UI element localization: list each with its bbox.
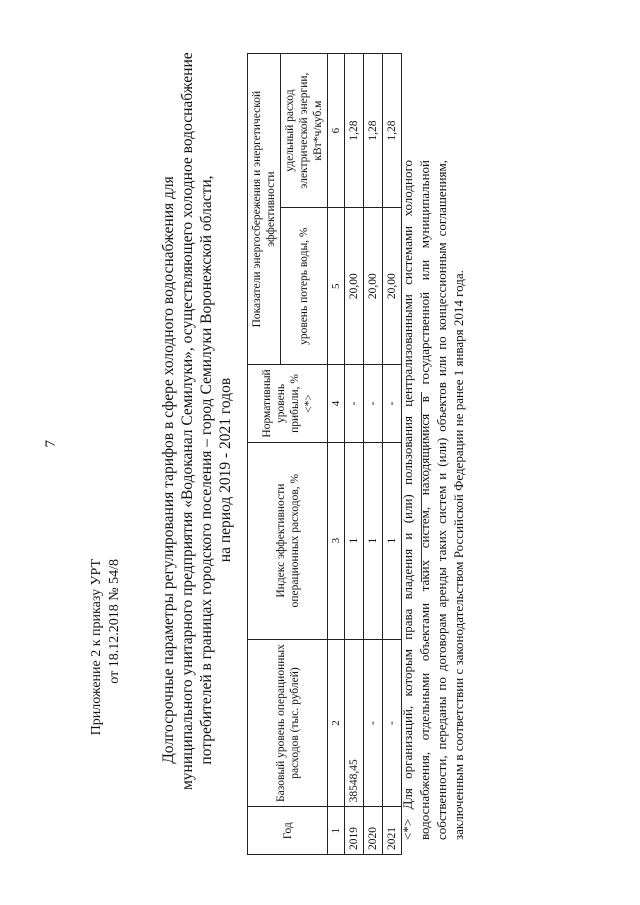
cell-year: 2020: [364, 807, 383, 855]
cell-water-losses: 20,00: [345, 208, 364, 365]
cell-efficiency-index: 1: [345, 442, 364, 639]
table-row: [345, 54, 364, 855]
table-row: [364, 54, 383, 855]
cell-year: 2021: [383, 807, 402, 855]
title-line-1: Долгосрочные параметры регулирования тарифов в сфере холодного водоснабжения для: [160, 176, 177, 764]
column-number: 4: [328, 365, 345, 442]
title-line-3: потребителей в границах городского поселения – город Семилуки Воронежской области,: [198, 175, 215, 765]
header-year: Год: [248, 807, 328, 855]
title-line-4: на период 2019 - 2021 годов: [217, 377, 234, 563]
header-profit: Нормативный уровень прибыли, % <*>: [248, 365, 328, 442]
document-title: [159, 52, 235, 790]
cell-water-losses: 20,00: [383, 208, 402, 365]
cell-water-losses: 20,00: [364, 208, 383, 365]
parameters-table: [247, 53, 402, 855]
cell-base-opex: -: [364, 639, 383, 807]
cell-base-opex: 38548,45: [345, 639, 364, 807]
appendix-line-1: Приложение 2 к приказу УРТ: [89, 559, 104, 736]
column-number: 2: [328, 639, 345, 807]
footnote: <*> Для организаций, которым права владения и (или) пользования централизованными системами холодного водоснабжения, отдельными объектами таких систем, находящимися в государственной или муниципальной собственности, переданы по договорам аренды таких систем и (или) объектов или по концессионным соглашениям, заключенным в соответствии с законодательством Российской Федерации не ранее 1 января 2014 года.: [400, 160, 466, 840]
cell-efficiency-index: 1: [364, 442, 383, 639]
cell-year: 2019: [345, 807, 364, 855]
header-efficiency-index: Индекс эффективности операционных расходов, %: [248, 442, 328, 639]
cell-electricity: 1,28: [345, 54, 364, 208]
title-line-2: муниципального унитарного предприятия «Водоканал Семилуки», осуществляющего холодное водоснабжение: [179, 52, 196, 790]
appendix-reference: [88, 559, 124, 839]
column-number: 1: [328, 807, 345, 855]
appendix-line-2: от 18.12.2018 № 54/8: [107, 559, 122, 684]
cell-electricity: 1,28: [383, 54, 402, 208]
header-water-losses: уровень потерь воды, %: [281, 208, 328, 365]
header-electricity: удельный расход электрической энергии, кВт*ч/куб.м: [281, 54, 328, 208]
cell-electricity: 1,28: [364, 54, 383, 208]
cell-profit: -: [345, 365, 364, 442]
cell-base-opex: -: [383, 639, 402, 807]
cell-profit: -: [364, 365, 383, 442]
column-number: 3: [328, 442, 345, 639]
header-base-opex: Базовый уровень операционных расходов (тыс. рублей): [248, 639, 328, 807]
header-energy-group: Показатели энергосбережения и энергетической эффективности: [248, 54, 281, 365]
column-numbers-row: [328, 54, 345, 855]
column-number: 6: [328, 54, 345, 208]
cell-profit: -: [383, 365, 402, 442]
page-number: 7: [43, 440, 59, 448]
cell-efficiency-index: 1: [383, 442, 402, 639]
parameters-table-wrap: [247, 53, 402, 855]
column-number: 5: [328, 208, 345, 365]
